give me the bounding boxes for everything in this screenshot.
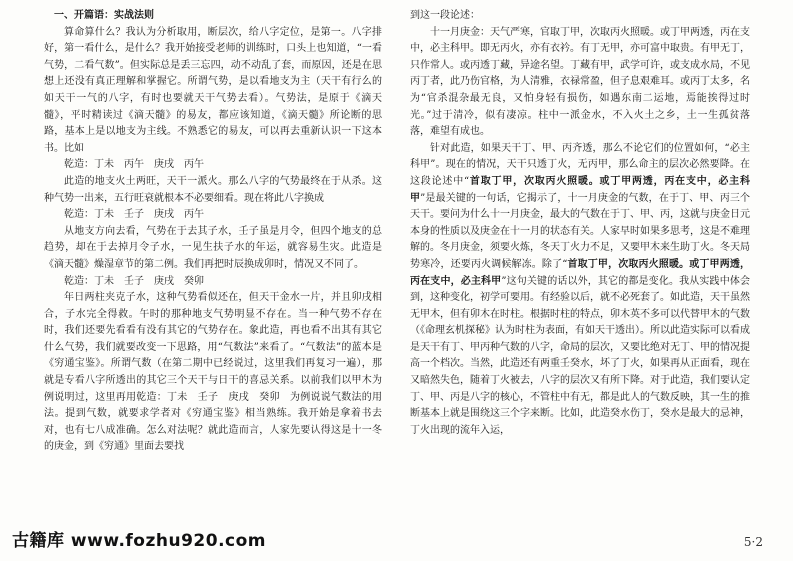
text-run: ”是最关键的一句话，它揭示了，十一月庚金的气数，在于丁、甲、丙三个天干。要问为什么十一月庚金，最大的气数在于丁、甲、丙，这就与庚金日元本身的性质以及庚金在十一月的状态有关。人家早时如果多思考，这是不难理解的。冬月庚金，须要火炼，冬天丁火力不足，又要甲木来生助丁火。冬天局势寒冷，还要丙火调候解冻。除了“ bbox=[410, 192, 750, 270]
bazi-chart-line: 乾造：丁未 壬子 庚戌 癸卯 bbox=[64, 275, 204, 287]
text-run: 针对此造，如果天干丁、甲、丙齐透，那么不论它们的位置如何，“必主科甲”。现在的情况，天干只透丁火，无丙甲，那么命主的层次必然要降。在这段论述中“ bbox=[410, 142, 750, 187]
bold-emphasis: 首取丁甲，次取丙火照暖。或丁甲两透，丙在支中，必主科甲 bbox=[410, 258, 750, 287]
bazi-chart-line: 乾造：丁未 丙午 庚戌 丙午 bbox=[64, 159, 204, 171]
paragraph: 从地支方向去看，气势在于去其子水，壬子虽是月令，但四个地支的总趋势，却在于去掉月令子水，一见生扶子水的年运，就容易生灾。此造是《滴天髓》燥湿章节的第二例。我们再把时辰换成卯时，情况又不同了。 bbox=[44, 225, 382, 270]
page-number: 5·2 bbox=[743, 535, 763, 549]
paragraph bbox=[410, 141, 750, 440]
paragraph: 到这一段论述： bbox=[410, 10, 480, 21]
paragraph: 此造的地支火土两旺，天干一派火。那么八字的气势最终在于从杀。这种气势一出来，五行旺衰就根本不必要细看。现在将此八字换成 bbox=[44, 175, 382, 204]
bold-emphasis: 首取丁甲，次取丙火照暖。或丁甲两透，丙在支中，必主科甲 bbox=[410, 175, 750, 204]
site-watermark: 古籍库 www.fozhu920.com bbox=[12, 531, 266, 551]
right-text-column bbox=[410, 8, 750, 439]
section-heading: 一、开篇语：实战法则 bbox=[54, 10, 154, 21]
paragraph: 十一月庚金：天气严寒，官取丁甲，次取丙火照暖。或丁甲两透，丙在支中，必主科甲。即无丙火，亦有衣衿。有丁无甲，亦可富中取贵。有甲无丁，只作常人。或丙透丁藏，异途名望。丁藏有甲，武学可许，或支成水局，不见丙丁者，此乃伤官格，为人清雅，衣禄常盈，但子息艰难耳。或丙丁太多，名为“官杀混杂最无良，又怕身轻有损伤，如遇东南二运地，焉能挨得过时光。”过于清冷，似有凄凉。柱中一派金水，不入火土之乡，土一生孤贫落落，难望有成也。 bbox=[410, 26, 750, 138]
text-run: ”这句关键的话以外，其它的都是变化。我从实践中体会到，这种变化，初学可要用。有经验以后，就不必死套了。如此造，天干虽然无甲木，但有卯木在时柱。根据时柱的特点，卯木英不多可以代替甲木的气数（《命理玄机探秘》认为时柱为表面，有如天干透出）。所以此造实际可以看成是天干有丁、甲丙种气数的八字，命局的层次，又要比绝对无丁、甲的情况提高一个档次。当然，此造还有两重壬癸水，坏了丁火，如果再从正面看，现在又暗然失色，随着丁火被去，八字的层次又有所下降。对于此造，我们要认定丁、甲、丙是八字的核心，不管柱中有无，都是此人的气数反映，其一生的推断基本上就是围绕这三个字来断。比如，此造癸水伤丁，癸水是最大的忌神，丁火出现的流年入运， bbox=[410, 275, 751, 436]
paragraph: 年日两柱夹克子水，这种气势看似还在，但天干金水一片，并且卯戌相合，子水完全得救。午时的那种地支气势明显不存在。当一种气势不存在时，我们还要先看看有没有其它的气势存在。象此造，再也看不出其有其它什么气势，我们就要改变一下思路，用“气数法”来看了。“气数法”的蓝本是《穷通宝鉴》。所谓气数（在第二期中已经说过，这里我们再复习一遍），那就是专看八字所透出的其它三个天干与日干的喜忌关系。以前我们以甲木为例说明过，这里再用乾造：丁未 壬子 庚戌 癸卯 为例说说气数法的用法。提到气数，就要求学者对《穷通宝鉴》相当熟练。我开始是拿着书去对，也有七八成准确。怎么对法呢？就此造而言，人家先要认得这是十一冬的庚金，到《穷通》里面去要找 bbox=[44, 292, 382, 453]
bazi-chart-line: 乾造：丁未 壬子 庚戌 丙午 bbox=[64, 209, 204, 221]
paragraph: 算命算什么？我认为分析取用，断层次，给八字定位，是第一。八字排好，第一看什么，是什么？我开始接受老师的训练时，口头上也知道，“一看气势，二看气数”。但实际总是丢三忘四，动不动乱了套，而原因，还是在思想上还没有真正理解和掌握它。所谓气势，是以看地支为主（天干有行么的如天干一气的八字，有时也要就天干气势去看）。气势法，是原于《滴天髓》，平时精读过《滴天髓》的易友，都应该知道，《滴天髓》所论断的思路，基本上是以地支为主线。不熟悉它的易友，可以再去重新认识一下这本书。比如 bbox=[44, 26, 382, 154]
left-text-column bbox=[44, 8, 382, 456]
